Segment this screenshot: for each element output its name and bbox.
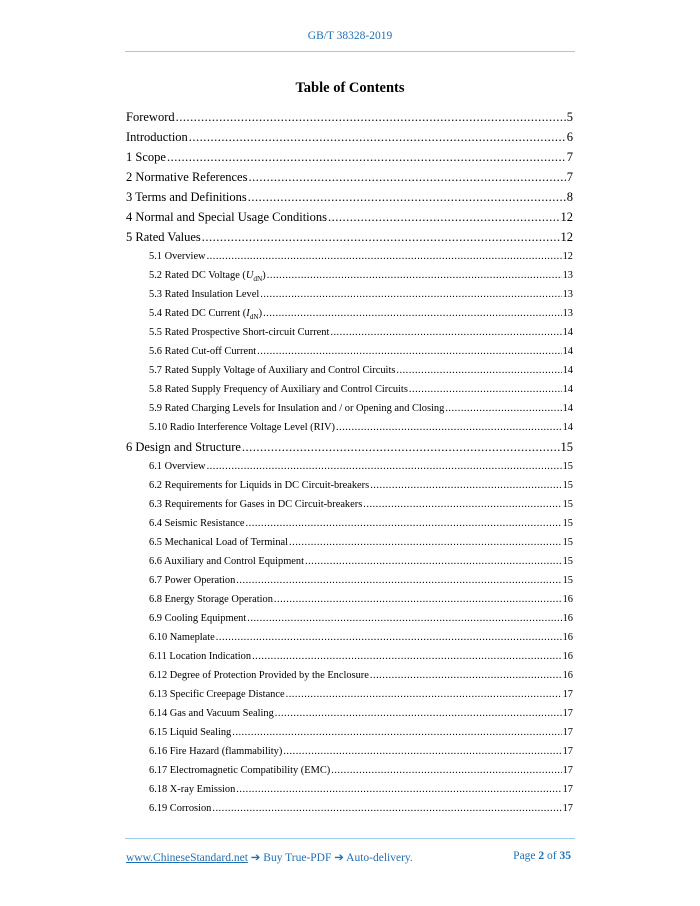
toc-entry-section[interactable] [126,761,573,780]
toc-entry-section[interactable] [126,685,573,704]
toc-entry-label: 6.7 Power Operation [149,575,236,586]
page-indicator [513,850,571,862]
toc-entry-label: Introduction [126,130,188,144]
toc-entry-label: 6.1 Overview [149,461,206,472]
toc-page-number: 13 [562,308,573,319]
toc-page-number: 12 [562,251,573,262]
toc-dot-leader [305,552,562,571]
toc-dot-leader [236,571,561,590]
toc-dot-leader [248,167,565,187]
toc-entry-section[interactable] [126,285,573,304]
toc-dot-leader [283,742,561,761]
toc-entry-section[interactable] [126,380,573,399]
toc-entry-label: 5.4 Rated DC Current $(I_{dN})$ [149,308,263,322]
toc-dot-leader [257,342,561,361]
toc-dot-leader [396,361,561,380]
toc-dot-leader [267,266,562,285]
toc-entry-section[interactable] [126,590,573,609]
footer-divider [125,838,575,839]
toc-entry-label: 6.2 Requirements for Liquids in DC Circuit-breakers [149,480,370,491]
toc-entry-label: 6.12 Degree of Protection Provided by the Enclosure [149,670,369,681]
toc-dot-leader [331,761,561,780]
toc-dot-leader [202,227,560,247]
toc-entry-section[interactable] [126,571,573,590]
table-of-contents [126,107,573,818]
page-header: GB/T 38328-2019 [307,30,393,42]
toc-entry-section[interactable] [126,723,573,742]
toc-entry-label: 5.2 Rated DC Voltage $(U_{dN})$ [149,270,266,284]
toc-page-number: 16 [562,670,573,681]
toc-entry-section[interactable] [126,628,573,647]
toc-entry-label: 5.7 Rated Supply Voltage of Auxiliary and Control Circuits [149,365,396,376]
toc-dot-leader [330,323,561,342]
page-of: of [547,850,557,862]
toc-entry-label: 6.18 X-ray Emission [149,784,236,795]
toc-entry-label: 6.8 Energy Storage Operation [149,594,273,605]
toc-dot-leader [286,685,562,704]
toc-page-number: 14 [562,327,573,338]
toc-entry-label: 6 Design and Structure [126,440,241,454]
toc-dot-leader [207,247,562,266]
toc-entry-section[interactable] [126,647,573,666]
toc-page-number: 15 [562,480,573,491]
toc-entry-label: 6.13 Specific Creepage Distance [149,689,285,700]
page-footer [126,850,574,864]
toc-dot-leader [328,207,559,227]
toc-entry-label: 6.3 Requirements for Gases in DC Circuit-breakers [149,499,363,510]
toc-entry-label: 6.6 Auxiliary and Control Equipment [149,556,304,567]
arrow-right-icon: ➔ [334,852,344,864]
toc-entry-section[interactable] [126,266,573,285]
toc-dot-leader [248,187,566,207]
toc-entry-label: 3 Terms and Definitions [126,190,247,204]
toc-entry-section[interactable] [126,418,573,437]
toc-entry-label: 5.1 Overview [149,251,206,262]
toc-dot-leader [275,704,562,723]
toc-entry-chapter[interactable] [126,147,573,167]
toc-entry-section[interactable] [126,742,573,761]
toc-page-number: 16 [562,651,573,662]
toc-page-number: 14 [562,422,573,433]
toc-entry-label: 5.9 Rated Charging Levels for Insulation and / or Opening and Closing [149,403,445,414]
toc-entry-label: 6.15 Liquid Sealing [149,727,232,738]
toc-page-number: 12 [560,230,573,244]
toc-entry-label: 6.17 Electromagnetic Compatibility (EMC) [149,765,331,776]
toc-page-number: 15 [562,518,573,529]
toc-page-number: 7 [566,150,573,164]
toc-entry-label: 6.19 Corrosion [149,803,212,814]
toc-dot-leader [252,647,562,666]
toc-entry-chapter[interactable] [126,127,573,147]
toc-dot-leader [363,495,561,514]
arrow-right-icon: ➔ [250,852,261,864]
toc-entry-label: 6.11 Location Indication [149,651,252,662]
toc-entry-section[interactable] [126,533,573,552]
toc-entry-chapter[interactable] [126,207,573,227]
toc-dot-leader [189,127,566,147]
toc-page-number: 15 [562,499,573,510]
site-link[interactable]: www.ChineseStandard.net [126,852,248,864]
toc-entry-section[interactable] [126,342,573,361]
toc-page-number: 12 [560,210,573,224]
toc-entry-label: 2 Normative References [126,170,248,184]
toc-entry-label: 5 Rated Values [126,230,201,244]
toc-entry-label: 5.6 Rated Cut-off Current [149,346,257,357]
toc-page-number: 13 [562,270,573,281]
toc-page-number: 15 [562,556,573,567]
toc-dot-leader [207,457,562,476]
toc-page-number: 17 [562,689,573,700]
toc-entry-chapter[interactable] [126,227,573,247]
toc-dot-leader [242,437,560,457]
toc-entry-section[interactable] [126,495,573,514]
toc-dot-leader [246,514,562,533]
toc-entry-label: 5.3 Rated Insulation Level [149,289,260,300]
page-label: Page [513,850,536,862]
toc-entry-label: 5.5 Rated Prospective Short-circuit Current [149,327,330,338]
toc-page-number: 8 [566,190,573,204]
header-divider [125,51,575,52]
toc-dot-leader [263,304,562,323]
toc-entry-section[interactable] [126,780,573,799]
toc-page-number: 14 [562,384,573,395]
toc-page-number: 14 [562,403,573,414]
toc-entry-label: 1 Scope [126,150,166,164]
toc-page-number: 14 [562,365,573,376]
toc-entry-label: 5.8 Rated Supply Frequency of Auxiliary and Control Circuits [149,384,408,395]
toc-dot-leader [260,285,561,304]
toc-page-number: 5 [566,110,573,124]
toc-entry-section[interactable] [126,323,573,342]
toc-dot-leader [212,799,561,818]
toc-dot-leader [370,666,562,685]
toc-dot-leader [176,107,566,127]
toc-entry-chapter[interactable] [126,107,573,127]
toc-page-number: 17 [562,727,573,738]
toc-entry-chapter[interactable] [126,167,573,187]
toc-dot-leader [236,780,561,799]
toc-entry-label: 6.9 Cooling Equipment [149,613,247,624]
toc-entry-label: 6.16 Fire Hazard (flammability) [149,746,283,757]
toc-entry-label: 6.5 Mechanical Load of Terminal [149,537,289,548]
toc-entry-section[interactable] [126,799,573,818]
toc-entry-label: 5.10 Radio Interference Voltage Level (RIV) [149,422,336,433]
toc-dot-leader [216,628,562,647]
toc-dot-leader [409,380,562,399]
toc-page-number: 17 [562,765,573,776]
toc-entry-label: Foreword [126,110,175,124]
page-current: 2 [538,850,545,862]
toc-dot-leader [167,147,566,167]
page-title: Table of Contents [295,80,405,96]
toc-page-number: 16 [562,594,573,605]
toc-entry-section[interactable] [126,704,573,723]
toc-page-number: 15 [562,461,573,472]
toc-entry-chapter[interactable] [126,187,573,207]
toc-entry-section[interactable] [126,666,573,685]
toc-entry-section[interactable] [126,476,573,495]
toc-entry-section[interactable] [126,609,573,628]
toc-page-number: 17 [562,803,573,814]
toc-page-number: 6 [566,130,573,144]
toc-dot-leader [370,476,561,495]
toc-entry-section[interactable] [126,457,573,476]
auto-delivery-text: Auto-delivery. [346,852,413,864]
toc-entry-section[interactable] [126,361,573,380]
toc-entry-section[interactable] [126,399,573,418]
toc-entry-label: 6.10 Nameplate [149,632,215,643]
page-total: 35 [559,850,571,862]
toc-entry-section[interactable] [126,552,573,571]
toc-page-number: 17 [562,784,573,795]
toc-page-number: 16 [562,632,573,643]
toc-page-number: 7 [566,170,573,184]
toc-dot-leader [247,609,561,628]
toc-page-number: 17 [562,708,573,719]
toc-dot-leader [445,399,561,418]
buy-pdf-link[interactable]: Buy True-PDF [263,852,332,864]
toc-dot-leader [232,723,561,742]
toc-page-number: 15 [562,537,573,548]
toc-entry-section[interactable] [126,247,573,266]
toc-page-number: 17 [562,746,573,757]
toc-page-number: 15 [560,440,573,454]
toc-entry-label: 4 Normal and Special Usage Conditions [126,210,328,224]
toc-dot-leader [336,418,562,437]
toc-entry-section[interactable] [126,304,573,323]
toc-entry-chapter[interactable] [126,437,573,457]
toc-page-number: 13 [562,289,573,300]
toc-entry-label: 6.14 Gas and Vacuum Sealing [149,708,274,719]
toc-page-number: 16 [562,613,573,624]
toc-dot-leader [289,533,562,552]
toc-entry-label: 6.4 Seismic Resistance [149,518,245,529]
toc-entry-section[interactable] [126,514,573,533]
toc-page-number: 15 [562,575,573,586]
toc-page-number: 14 [562,346,573,357]
toc-dot-leader [274,590,562,609]
